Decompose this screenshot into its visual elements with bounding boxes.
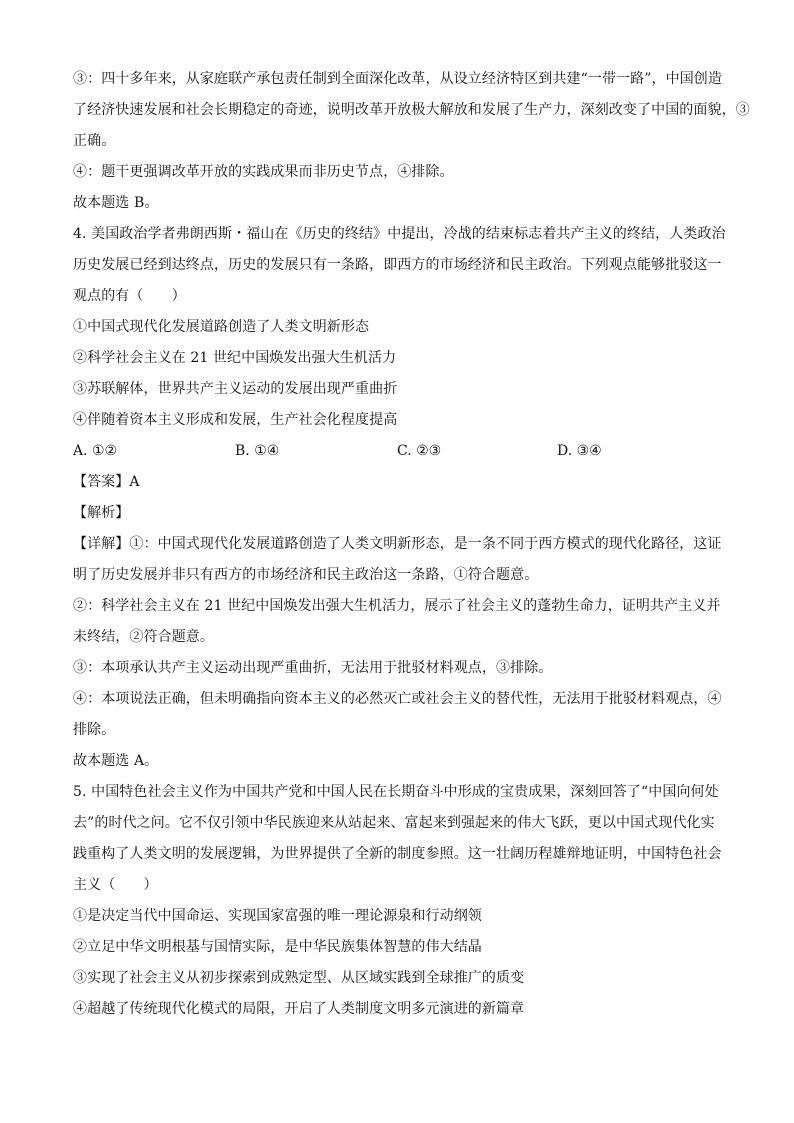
- question-5: [73, 777, 734, 1025]
- statement-item: ④伴随着资本主义形成和发展，生产社会化程度提高: [73, 412, 398, 428]
- question-4: [73, 219, 734, 777]
- statement-item: ③苏联解体，世界共产主义运动的发展出现严重曲折: [73, 381, 398, 397]
- option-c: C. ②③: [397, 443, 442, 459]
- option-b: B. ①④: [235, 443, 280, 459]
- question-stem-line: 主义（ ）: [73, 877, 158, 893]
- explanation-line: ②：科学社会主义在 21 世纪中国焕发出强大生机活力，展示了社会主义的蓬勃生命力，证明共产主义并: [73, 598, 721, 614]
- question-stem-line: 4. 美国政治学者弗朗西斯・福山在《历史的终结》中提出，冷战的结束标志着共产主义的终结，人类政治: [73, 226, 726, 242]
- explanation-line: 【详解】①：中国式现代化发展道路创造了人类文明新形态，是一条不同于西方模式的现代化路径，这证: [73, 536, 722, 552]
- question-stem-line: 去”的时代之问。它不仅引领中华民族迎来从站起来、富起来到强起来的伟大飞跃，更以中国式现代化实: [73, 815, 715, 831]
- question-stem-line: 观点的有（ ）: [73, 288, 186, 304]
- previous-question-analysis: [73, 64, 750, 219]
- statement-item: ④超越了传统现代化模式的局限，开启了人类制度文明多元演进的新篇章: [73, 1001, 525, 1017]
- explanation-line: 未终结，②符合题意。: [73, 629, 214, 645]
- statement-item: ②立足中华文明根基与国情实际，是中华民族集体智慧的伟大结晶: [73, 939, 482, 955]
- explanation-line: ④：本项说法正确，但未明确指向资本主义的必然灭亡或社会主义的替代性，无法用于批驳材料观点，④: [73, 691, 722, 707]
- text-line: ③：四十多年来，从家庭联产承包责任制到全面深化改革，从设立经济特区到共建“一带一路”，中国创造: [73, 71, 723, 87]
- text-line: 故本题选 B。: [73, 195, 159, 211]
- statement-item: ③实现了社会主义从初步探索到成熟定型、从区域实践到全球推广的质变: [73, 970, 525, 986]
- question-stem-line: 历史发展已经到达终点，历史的发展只有一条路，即西方的市场经济和民主政治。下列观点能够批驳这一: [73, 257, 722, 273]
- text-line: 了经济快速发展和社会长期稳定的奇迹，说明改革开放极大解放和发展了生产力，深刻改变了中国的面貌，③: [73, 102, 750, 118]
- answer-label: 【答案】: [73, 474, 130, 490]
- explanation-line: ③：本项承认共产主义运动出现严重曲折，无法用于批驳材料观点，③排除。: [73, 660, 553, 676]
- option-a: A. ①②: [73, 443, 118, 459]
- answer-options: [73, 436, 734, 467]
- option-d: D. ③④: [557, 443, 602, 459]
- question-stem-line: 践重构了人类文明的发展逻辑，为世界提供了全新的制度参照。这一壮阔历程雄辩地证明，中国特色社会: [73, 846, 722, 862]
- explanation-line: 明了历史发展并非只有西方的市场经济和民主政治这一条路，①符合题意。: [73, 567, 539, 583]
- question-stem-line: 5. 中国特色社会主义作为中国共产党和中国人民在长期奋斗中形成的宝贵成果，深刻回答了“中国向何处: [73, 784, 719, 800]
- explanation-line: 排除。: [73, 722, 116, 738]
- answer-value: A: [129, 474, 140, 490]
- text-line: ④：题干更强调改革开放的实践成果而非历史节点，④排除。: [73, 164, 454, 180]
- analysis-label: 【解析】: [73, 505, 130, 521]
- statement-item: ①中国式现代化发展道路创造了人类文明新形态: [73, 319, 370, 335]
- statement-item: ①是决定当代中国命运、实现国家富强的唯一理论源泉和行动纲领: [73, 908, 482, 924]
- explanation-line: 故本题选 A。: [73, 753, 159, 769]
- text-line: 正确。: [73, 133, 116, 149]
- statement-item: ②科学社会主义在 21 世纪中国焕发出强大生机活力: [73, 350, 397, 366]
- answer-line: [73, 467, 734, 498]
